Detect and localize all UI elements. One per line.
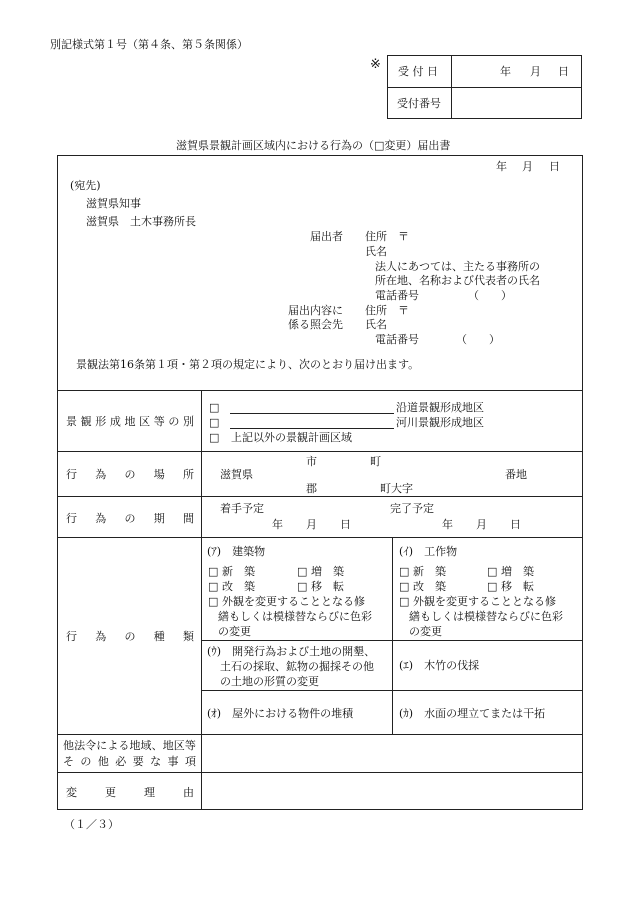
kind-a-facade-2: 繕もしくは模様替ならびに色彩 xyxy=(218,610,372,623)
notifier-note1: 法人にあつては、主たる事務所の xyxy=(375,260,540,273)
kind-a-new: 新 築 xyxy=(222,565,255,578)
receipt-number-label: 受付番号 xyxy=(397,97,441,110)
period-start-label: 着手予定 xyxy=(220,502,264,515)
other-label-2: そ の 他 必 要 な 事 項 xyxy=(63,755,196,768)
district-checkbox-1[interactable]: □ xyxy=(209,401,220,414)
kind-b-facade-1: 外観を変更することとなる修 xyxy=(413,595,556,608)
location-label: 行 為 の 場 所 xyxy=(66,468,194,481)
contact-address: 住所 〒 xyxy=(365,304,409,317)
kind-d-title: (ｴ) 木竹の伐採 xyxy=(399,659,480,672)
kind-b-move: 移 転 xyxy=(501,580,534,593)
kind-a-facade-3: の変更 xyxy=(218,625,251,638)
district-checkbox-3[interactable]: □ xyxy=(209,431,220,444)
kind-b-rebuild: 改 築 xyxy=(413,580,446,593)
reason-label: 変 更 理 由 xyxy=(66,786,194,799)
period-start-year: 年 xyxy=(272,518,283,531)
kind-f-title: (ｶ) 水面の埋立てまたは干拓 xyxy=(399,707,546,720)
received-day: 日 xyxy=(558,65,569,78)
notifier-name: 氏名 xyxy=(365,245,387,258)
kind-a-checkbox-new[interactable]: □ xyxy=(208,565,219,578)
addressee-governor: 滋賀県知事 xyxy=(86,197,141,210)
notifier-address: 住所 〒 xyxy=(365,230,409,243)
received-date-label: 受 付 日 xyxy=(398,65,438,78)
period-start-day: 日 xyxy=(340,518,351,531)
receipt-mark: ※ xyxy=(370,57,381,72)
kind-a-move: 移 転 xyxy=(311,580,344,593)
location-banchi: 番地 xyxy=(505,468,527,481)
location-town: 町 xyxy=(370,455,381,468)
district-blank-1[interactable] xyxy=(230,413,394,414)
contact-label-1: 届出内容に xyxy=(288,304,343,317)
contact-phone: 電話番号 xyxy=(375,333,419,346)
period-end-year: 年 xyxy=(442,518,453,531)
kind-label: 行 為 の 種 類 xyxy=(66,630,194,643)
contact-name: 氏名 xyxy=(365,318,387,331)
location-pref: 滋賀県 xyxy=(220,468,253,481)
period-end-label: 完了予定 xyxy=(390,502,434,515)
addressee-label: (宛先) xyxy=(70,179,101,192)
kind-b-checkbox-move[interactable]: □ xyxy=(487,580,498,593)
period-label: 行 為 の 期 間 xyxy=(66,512,194,525)
district-opt-river: 河川景観形成地区 xyxy=(396,416,484,429)
kind-a-checkbox-extend[interactable]: □ xyxy=(297,565,308,578)
form-label: 別記様式第１号（第４条、第５条関係） xyxy=(50,38,248,51)
period-end-day: 日 xyxy=(510,518,521,531)
received-year: 年 xyxy=(500,65,511,78)
date-day: 日 xyxy=(549,160,560,173)
page-title: 滋賀県景観計画区域内における行為の（□変更）届出書 xyxy=(176,139,451,152)
kind-a-title: (ｱ) 建築物 xyxy=(207,545,266,558)
received-month: 月 xyxy=(530,65,541,78)
kind-b-facade-3: の変更 xyxy=(409,625,442,638)
kind-b-checkbox-extend[interactable]: □ xyxy=(487,565,498,578)
location-city: 市 xyxy=(306,455,317,468)
kind-c-line-2: 土石の採取、鉱物の掘採その他 xyxy=(220,660,374,673)
location-county: 郡 xyxy=(306,482,317,495)
kind-e-title: (ｵ) 屋外における物件の堆積 xyxy=(207,707,354,720)
district-label: 景 観 形 成 地 区 等 の 別 xyxy=(66,415,194,428)
period-end-month: 月 xyxy=(476,518,487,531)
location-oaza: 町大字 xyxy=(380,482,413,495)
kind-c-line-1: (ｳ) 開発行為および土地の開墾、 xyxy=(207,645,376,658)
contact-phone-paren: （ ） xyxy=(456,333,500,346)
notifier-note2: 所在地、名称および代表者の氏名 xyxy=(375,274,540,287)
other-label-1: 他 法 令 に よ る 地 域 、 地 区 等 xyxy=(63,739,196,752)
kind-b-checkbox-new[interactable]: □ xyxy=(399,565,410,578)
date-month: 月 xyxy=(522,160,533,173)
kind-a-checkbox-move[interactable]: □ xyxy=(297,580,308,593)
notifier-label: 届出者 xyxy=(310,230,343,243)
kind-a-facade-1: 外観を変更することとなる修 xyxy=(222,595,365,608)
district-opt-other: 上記以外の景観計画区域 xyxy=(231,431,352,444)
district-opt-roadside: 沿道景観形成地区 xyxy=(396,401,484,414)
kind-b-title: (ｲ) 工作物 xyxy=(399,545,458,558)
district-blank-2[interactable] xyxy=(230,428,394,429)
contact-label-2: 係る照会先 xyxy=(288,318,343,331)
district-checkbox-2[interactable]: □ xyxy=(209,416,220,429)
notifier-phone-paren: （ ） xyxy=(468,289,512,302)
kind-b-checkbox-facade[interactable]: □ xyxy=(399,595,410,608)
period-start-month: 月 xyxy=(306,518,317,531)
kind-b-checkbox-rebuild[interactable]: □ xyxy=(399,580,410,593)
statement: 景観法第16条第１項・第２項の規定により、次のとおり届け出ます。 xyxy=(76,358,420,371)
kind-c-line-3: の土地の形質の変更 xyxy=(220,675,319,688)
kind-a-checkbox-facade[interactable]: □ xyxy=(208,595,219,608)
kind-a-checkbox-rebuild[interactable]: □ xyxy=(208,580,219,593)
kind-b-extend: 増 築 xyxy=(501,565,534,578)
page-number: （１／３） xyxy=(64,818,119,831)
date-year: 年 xyxy=(496,160,507,173)
kind-a-extend: 増 築 xyxy=(311,565,344,578)
kind-b-new: 新 築 xyxy=(413,565,446,578)
kind-b-facade-2: 繕もしくは模様替ならびに色彩 xyxy=(409,610,563,623)
kind-a-rebuild: 改 築 xyxy=(222,580,255,593)
addressee-office: 滋賀県 土木事務所長 xyxy=(86,215,196,228)
notifier-phone: 電話番号 xyxy=(375,289,419,302)
